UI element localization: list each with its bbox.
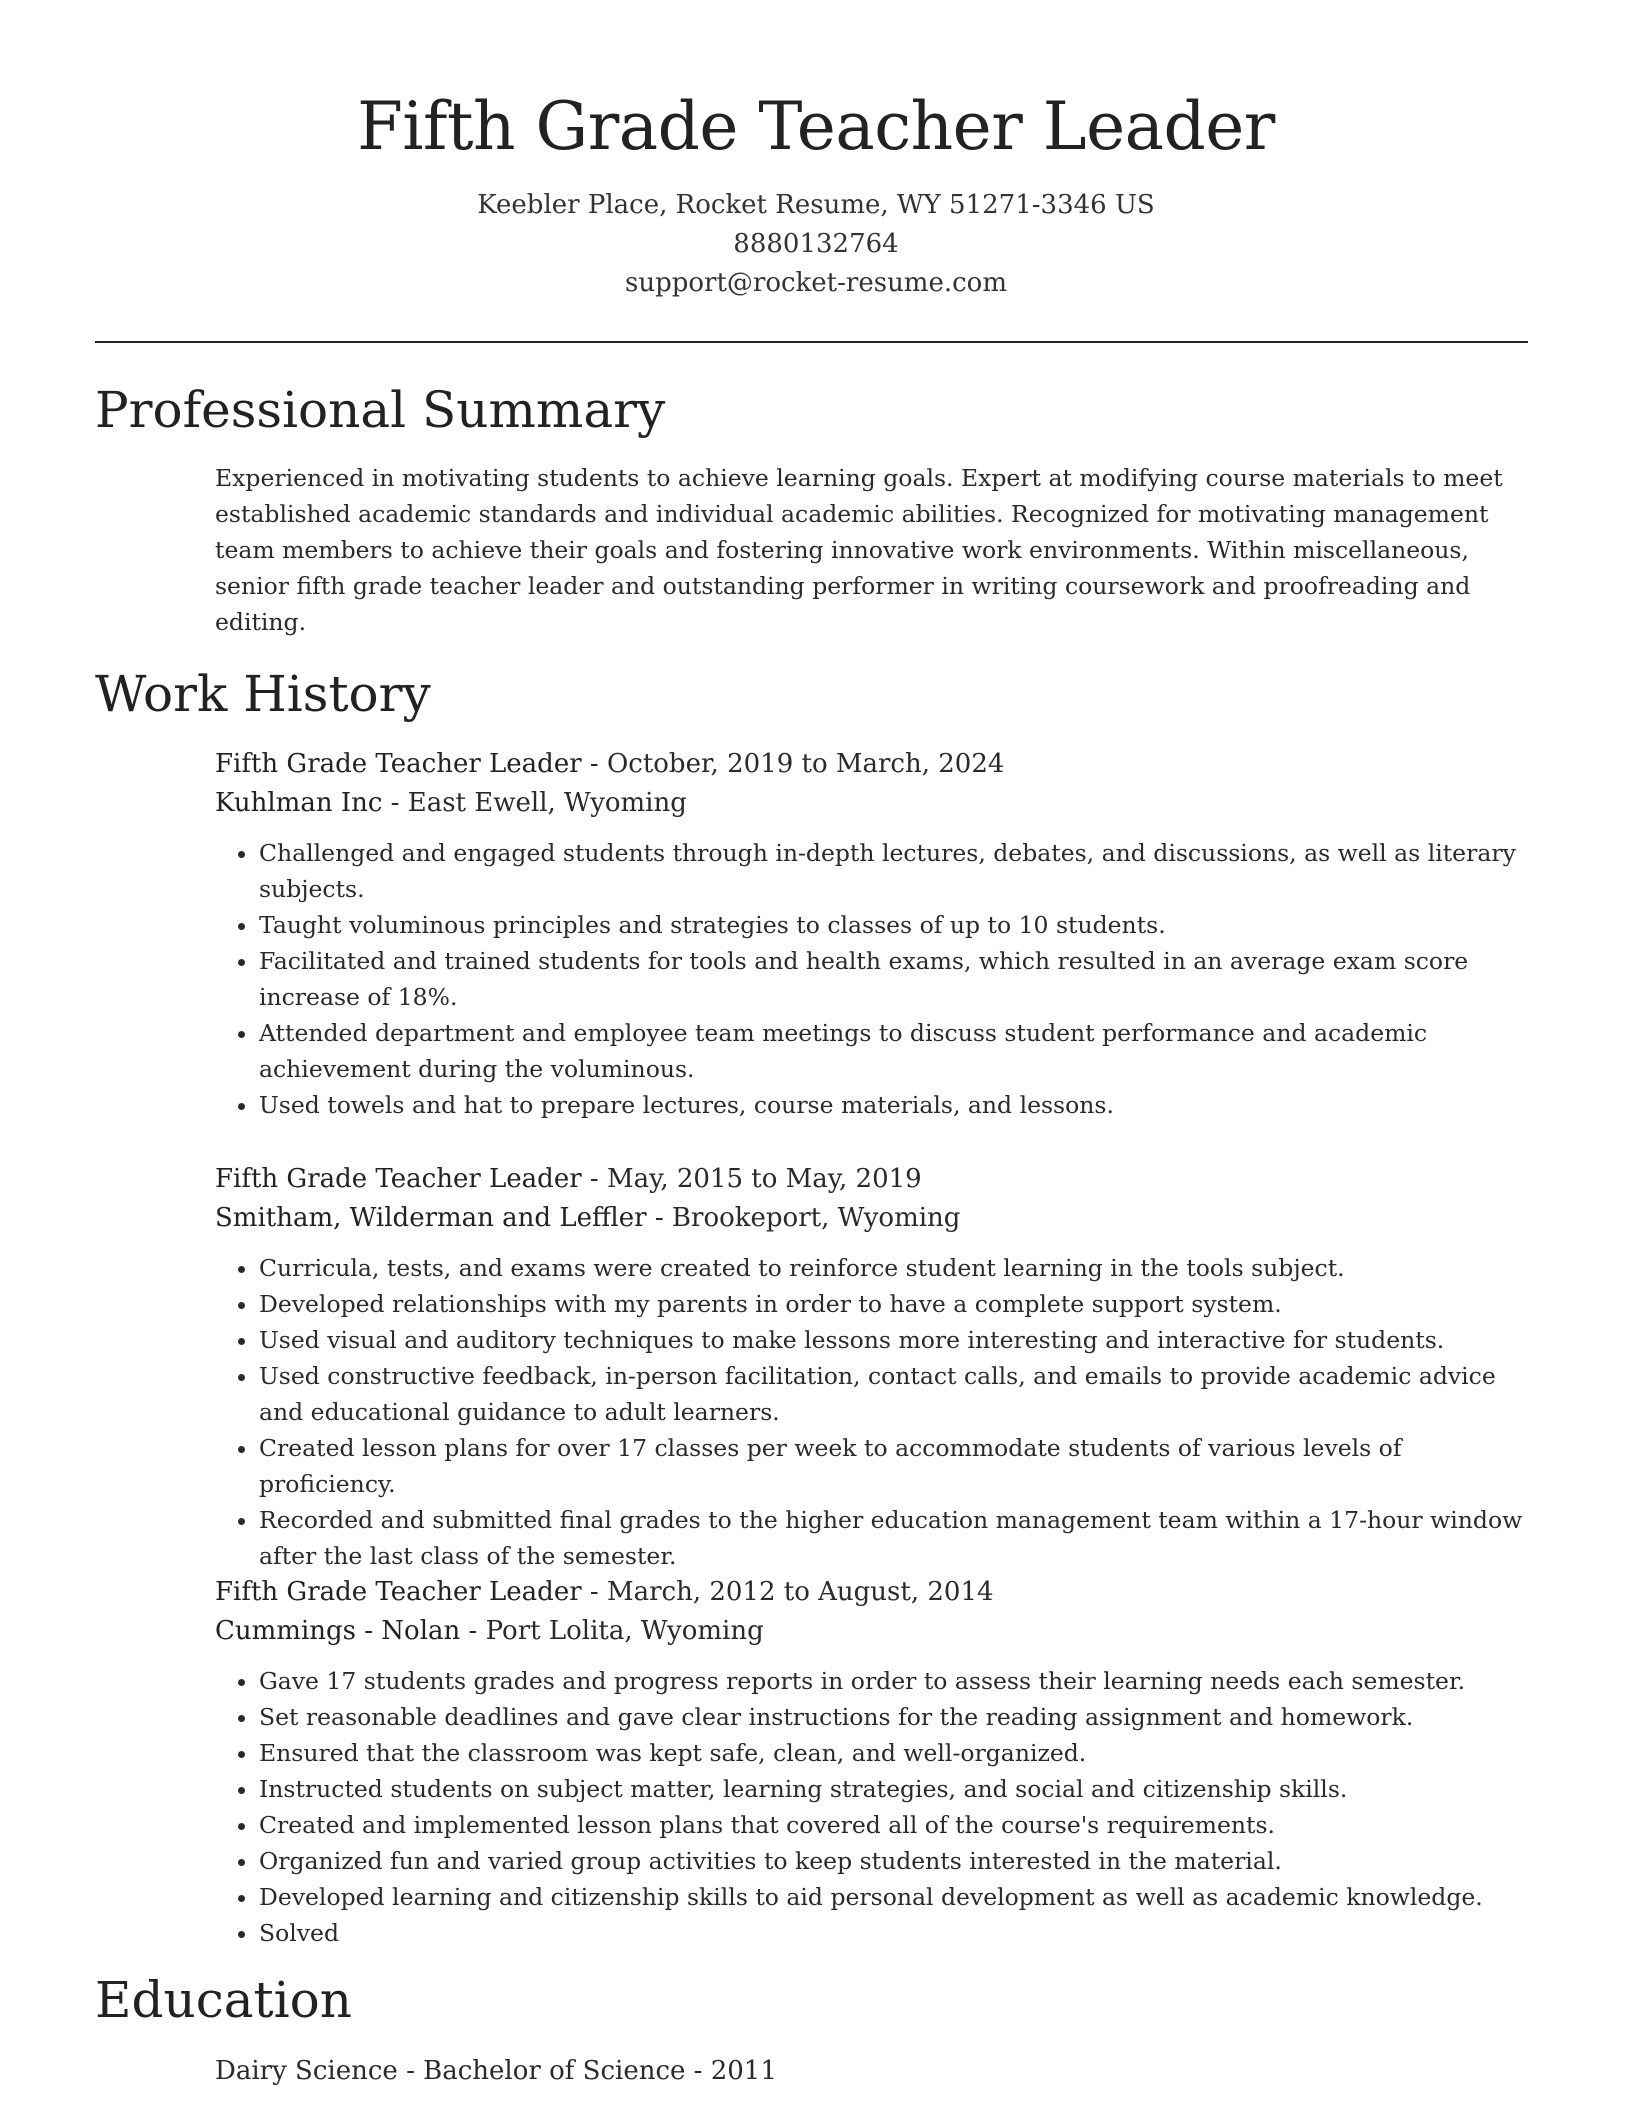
job-dates: - March, 2012 to August, 2014 (581, 1577, 994, 1607)
job-entry (215, 1160, 1533, 1574)
job-title-line (215, 1160, 1533, 1199)
duty-item: • Set reasonable deadlines and gave clear instructions for the reading assignment and homework. (259, 1699, 1533, 1735)
job-company-line (215, 784, 1533, 823)
duty-item: • Curricula, tests, and exams were created to reinforce student learning in the tools subject. (259, 1250, 1533, 1286)
job-location: - Brookeport, Wyoming (646, 1203, 961, 1233)
job-entry (215, 1573, 1533, 1951)
duty-item: • Developed relationships with my parents in order to have a complete support system. (259, 1286, 1533, 1322)
job-dates: - May, 2015 to May, 2019 (581, 1164, 922, 1194)
duty-item: • Ensured that the classroom was kept safe, clean, and well-organized. (259, 1735, 1533, 1771)
duty-item: • Used visual and auditory techniques to make lessons more interesting and interactive for students. (259, 1322, 1533, 1358)
resume-header (0, 82, 1632, 303)
duty-item: • Attended department and employee team meetings to discuss student performance and academic achievement during the voluminous. (259, 1015, 1533, 1087)
duty-item: • Used towels and hat to prepare lectures, course materials, and lessons. (259, 1087, 1533, 1123)
phone: 8880132764 (733, 229, 899, 259)
duty-item: • Organized fun and varied group activities to keep students interested in the material. (259, 1843, 1533, 1879)
job-company: Smitham, Wilderman and Leffler (215, 1203, 647, 1233)
job-title-line (215, 745, 1533, 784)
duty-item: • Instructed students on subject matter, learning strategies, and social and citizenship skills. (259, 1771, 1533, 1807)
job-duties (215, 1250, 1533, 1574)
education-entry: Dairy Science - Bachelor of Science - 2011 (215, 2056, 777, 2086)
email: support@rocket-resume.com (624, 268, 1007, 298)
job-title-line (215, 1573, 1533, 1612)
section-title-work-history: Work History (95, 665, 431, 723)
duty-item: • Solved (259, 1915, 1533, 1951)
contact-block (0, 186, 1632, 303)
duty-item: • Developed learning and citizenship skills to aid personal development as well as academic knowledge. (259, 1879, 1533, 1915)
job-duties (215, 835, 1533, 1123)
job-company-line (215, 1199, 1533, 1238)
job-dates: - October, 2019 to March, 2024 (581, 749, 1005, 779)
duty-item: • Created lesson plans for over 17 classes per week to accommodate students of various levels of proficiency. (259, 1430, 1533, 1502)
duty-item: • Created and implemented lesson plans that covered all of the course's requirements. (259, 1807, 1533, 1843)
summary-text: Experienced in motivating students to achieve learning goals. Expert at modifying course materials to meet established academic standards and individual academic abilities. Recognized for motivating management team members to achieve their goals and fostering innovative work environments. Within miscellaneous, senior fifth grade teacher leader and outstanding performer in writing coursework and proofreading and editing. (215, 464, 1503, 636)
duty-item: • Challenged and engaged students through in-depth lectures, debates, and discussions, as well as literary subjects. (259, 835, 1533, 907)
job-company-line (215, 1612, 1533, 1651)
job-location: - East Ewell, Wyoming (382, 788, 687, 818)
header-divider (95, 341, 1528, 343)
job-duties (215, 1663, 1533, 1951)
duty-item: • Used constructive feedback, in-person facilitation, contact calls, and emails to provide academic advice and educational guidance to adult learners. (259, 1358, 1533, 1430)
job-company: Kuhlman Inc (215, 788, 383, 818)
duty-item: • Gave 17 students grades and progress reports in order to assess their learning needs each semester. (259, 1663, 1533, 1699)
job-role: Fifth Grade Teacher Leader (215, 749, 582, 779)
section-title-education: Education (95, 1971, 352, 2029)
duty-item: • Facilitated and trained students for tools and health exams, which resulted in an average exam score increase of 18%. (259, 943, 1533, 1015)
duty-item: • Recorded and submitted final grades to the higher education management team within a 17-hour window after the last class of the semester. (259, 1502, 1533, 1574)
job-location: - Port Lolita, Wyoming (460, 1616, 764, 1646)
job-company: Cummings - Nolan (215, 1616, 461, 1646)
job-role: Fifth Grade Teacher Leader (215, 1577, 582, 1607)
job-role: Fifth Grade Teacher Leader (215, 1164, 582, 1194)
address: Keebler Place, Rocket Resume, WY 51271-3346 US (477, 190, 1155, 220)
section-title-summary: Professional Summary (95, 381, 666, 439)
job-entry (215, 745, 1533, 1123)
duty-item: • Taught voluminous principles and strategies to classes of up to 10 students. (259, 907, 1533, 943)
candidate-name: Fifth Grade Teacher Leader (357, 88, 1275, 165)
